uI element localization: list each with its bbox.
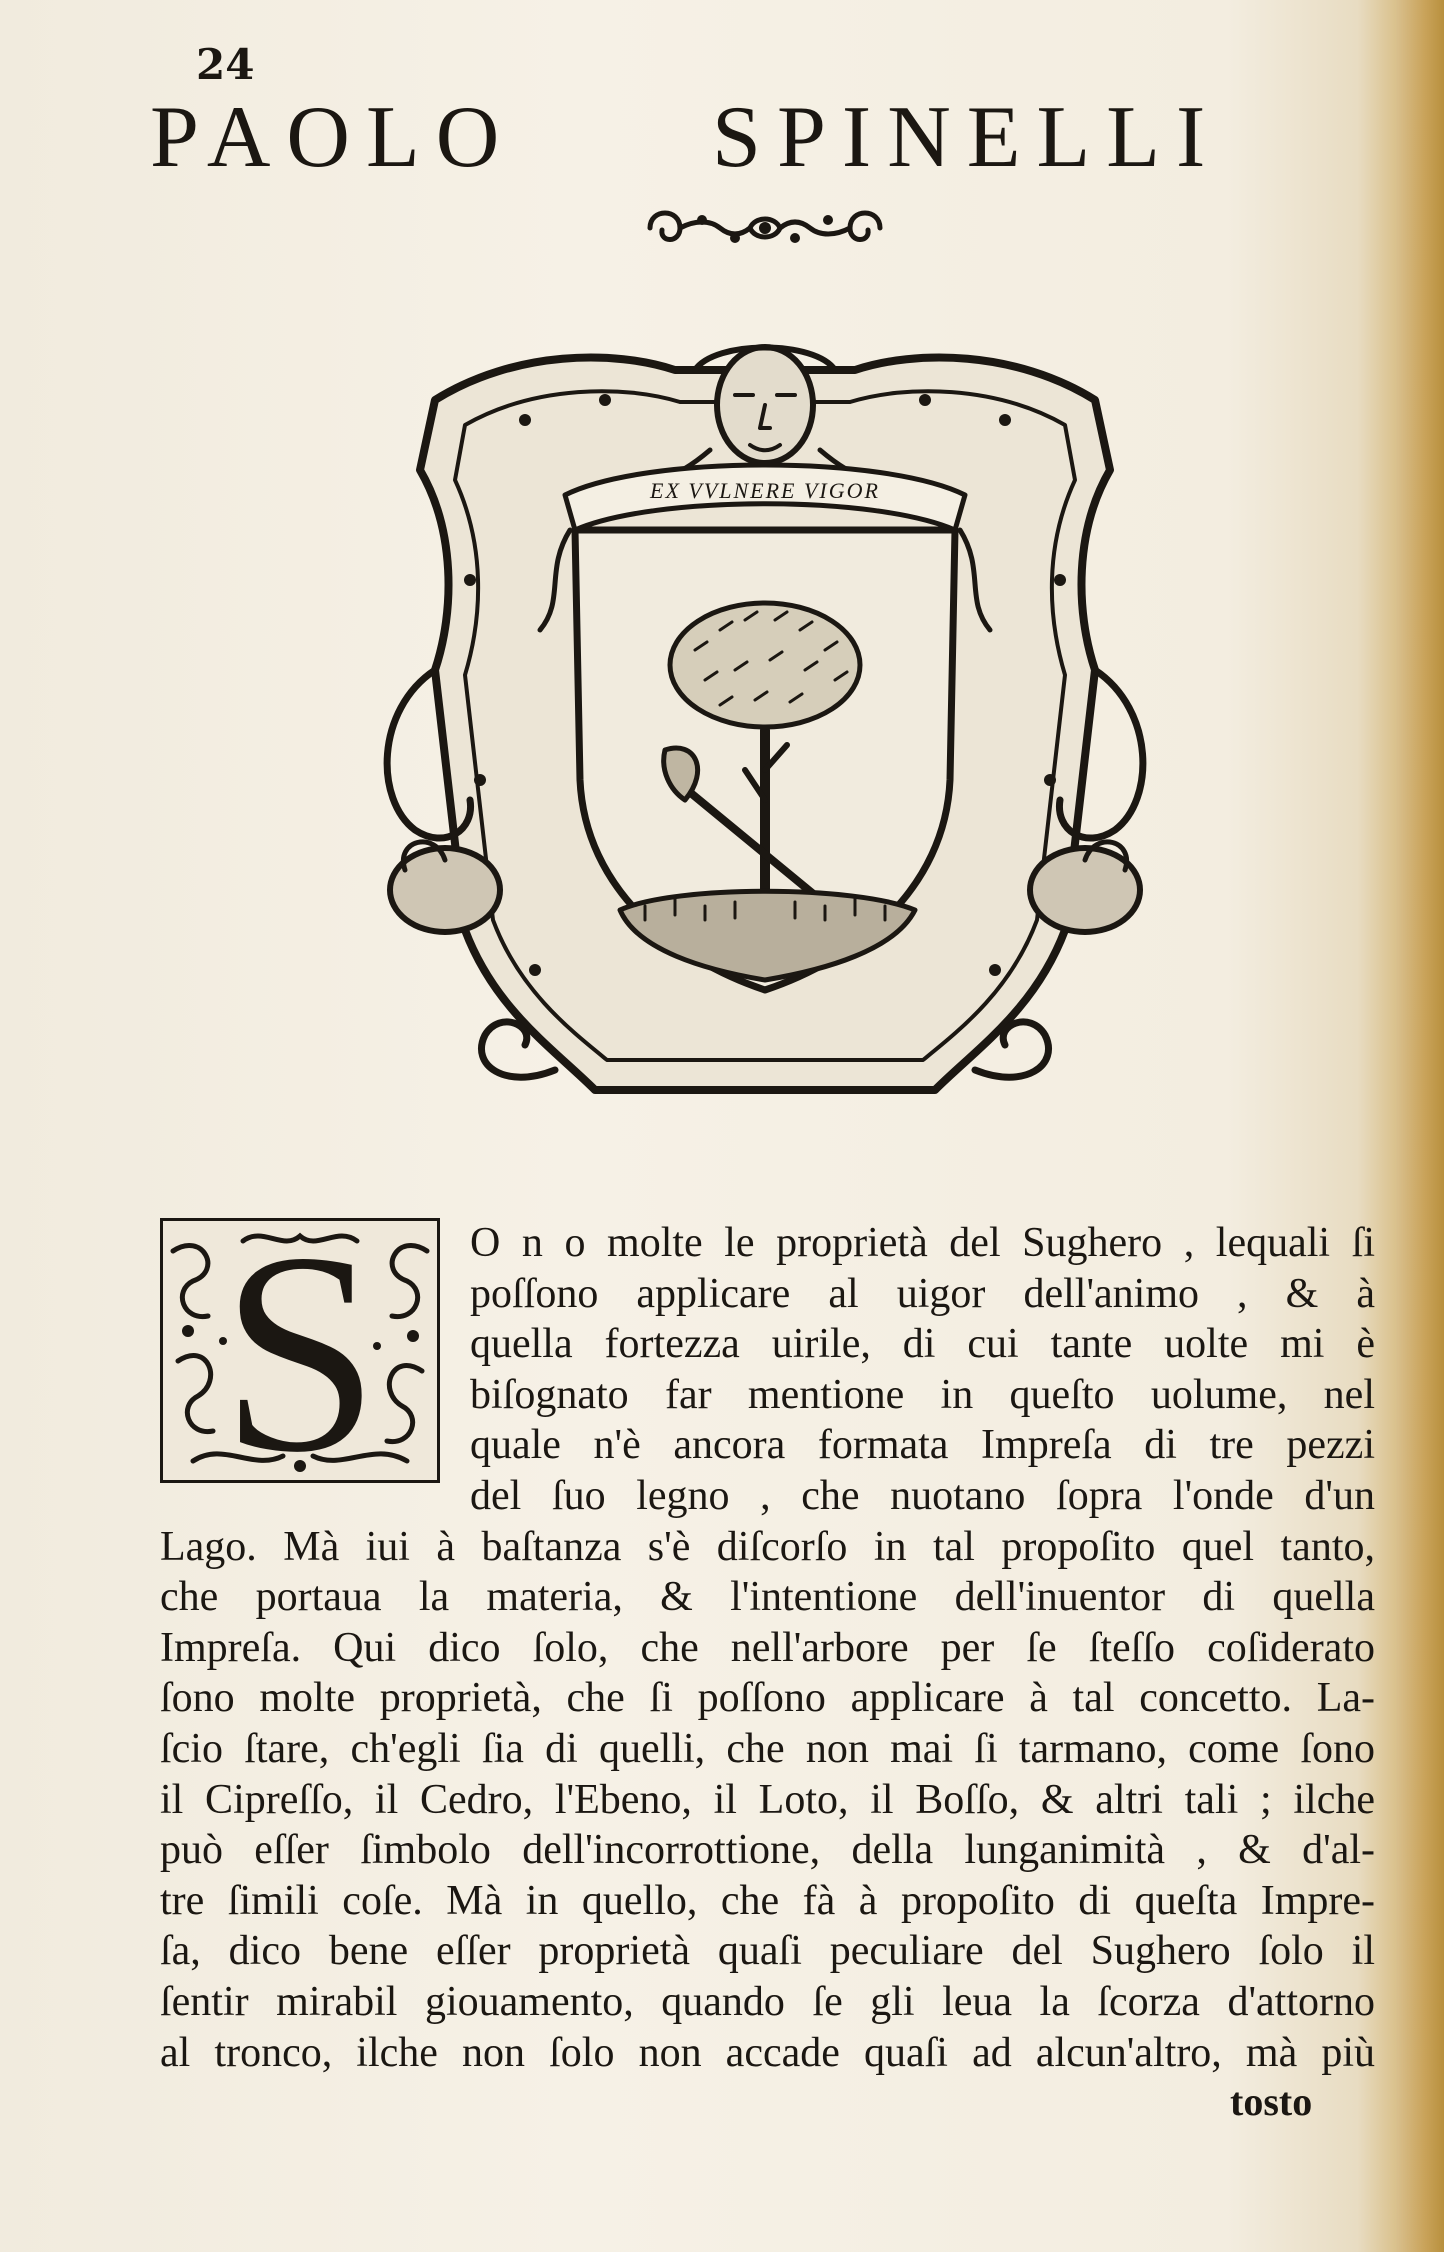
running-title-right: SPINELLI: [712, 89, 1222, 186]
text-line: quella fortezza uirile, di cui tante uolte mi è: [470, 1321, 1375, 1367]
text-line: quale n'è ancora formata Impreſa di tre pezzi: [470, 1422, 1375, 1468]
text-line: O n o molte le proprietà del Sughero , lequali ſi: [470, 1220, 1375, 1266]
page-edge-binding: [1396, 0, 1444, 2252]
text-line: ſa, dico bene eſſer proprietà quaſi peculiare del Sughero ſolo il: [160, 1928, 1375, 1974]
text-line: il Cipreſſo, il Cedro, l'Ebeno, il Loto, il Boſſo, & altri tali ; ilche: [160, 1777, 1375, 1823]
text-line: tre ſimili coſe. Mà in quello, che fà à propoſito di queſta Impre-: [160, 1878, 1375, 1924]
text-line: del ſuo legno , che nuotano ſopra l'onde d'un: [470, 1473, 1375, 1519]
text-line: Impreſa. Qui dico ſolo, che nell'arbore per ſe ſteſſo coſiderato: [160, 1625, 1375, 1671]
text-line: ſentir mirabil giouamento, quando ſe gli leua la ſcorza d'attorno: [160, 1979, 1375, 2025]
text-line: al tronco, ilche non ſolo non accade quaſi ad alcun'altro, mà più: [160, 2030, 1375, 2076]
text-line: biſognato far mentione in queſto uolume, nel: [470, 1372, 1375, 1418]
text-line: ſcio ſtare, ch'egli ſia di quelli, che non mai ſi tarmano, come ſono: [160, 1726, 1375, 1772]
coat-of-arms-cartouche: [375, 330, 1155, 1105]
text-line: può eſſer ſimbolo dell'incorrottione, della lunganimità , & d'al-: [160, 1827, 1375, 1873]
emblem-motto: EX VVLNERE VIGOR: [650, 478, 880, 503]
fleuron-ornament: [640, 198, 890, 258]
running-title-left: PAOLO: [150, 89, 516, 186]
decorative-initial: [160, 1218, 440, 1483]
catchword: tosto: [1230, 2079, 1313, 2124]
text-line: Lago. Mà iui à baſtanza s'è diſcorſo in tal propoſito quel tanto,: [160, 1524, 1375, 1570]
text-line: poſſono applicare al uigor dell'animo , & à: [470, 1271, 1375, 1317]
page-number: 24: [196, 40, 255, 89]
text-line: che portaua la materia, & l'intentione dell'inuentor di quella: [160, 1574, 1375, 1620]
drop-cap-letter: S: [219, 1218, 381, 1483]
text-line: ſono molte proprietà, che ſi poſſono applicare à tal concetto. La-: [160, 1675, 1375, 1721]
